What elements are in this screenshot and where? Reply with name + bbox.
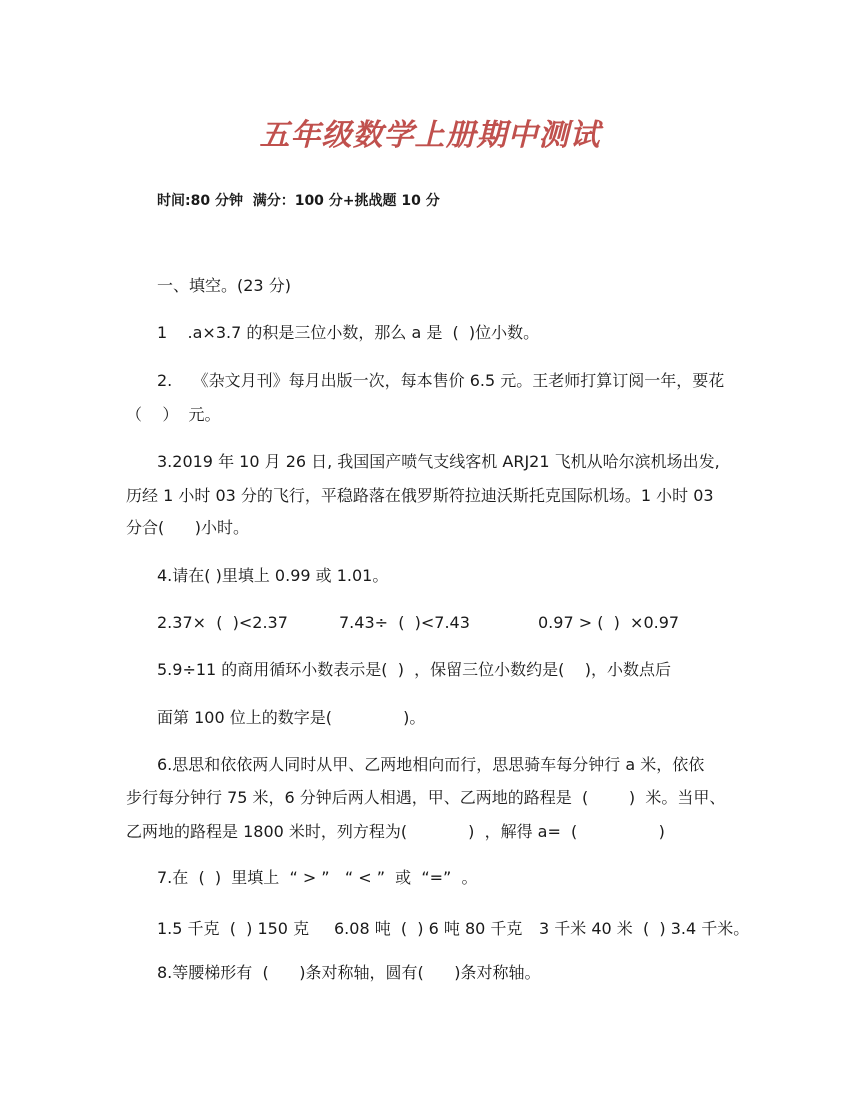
question-4-item-c: 0.97 > ( ) ×0.97 (538, 613, 680, 632)
page-title: 五年级数学上册期中测试 (259, 118, 601, 153)
question-7-item-c: 3 千米 40 米 ( ) 3.4 千米。 (539, 919, 750, 938)
question-4-item-a: 2.37× ( )<2.37 (157, 613, 288, 632)
question-3-line-1: 3.2019 年 10 月 26 日, 我国国产喷气支线客机 ARJ21 飞机从哈尔滨机场出发, (157, 452, 720, 471)
section-heading: 一、填空。(23 分) (157, 276, 291, 295)
question-4: 4.请在( )里填上 0.99 或 1.01。 (157, 566, 389, 585)
question-3-line-3: 分合( )小时。 (126, 518, 250, 537)
question-3-line-2: 历经 1 小时 03 分的飞行，平稳路落在俄罗斯符拉迪沃斯托克国际机场。1 小时 03 (126, 486, 714, 505)
question-6-line-3: 乙两地的路程是 1800 米时，列方程为( ) ，解得 a= ( ) (126, 822, 665, 841)
question-7-item-b: 6.08 吨 ( ) 6 吨 80 千克 (334, 919, 523, 938)
question-6-line-1: 6.思思和依依两人同时从甲、乙两地相向而行，思思骑车每分钟行 a 米，依依 (157, 755, 705, 774)
question-8: 8.等腰梯形有 ( )条对称轴，圆有( )条对称轴。 (157, 963, 541, 982)
question-1: 1 .a×3.7 的积是三位小数，那么 a 是 ( )位小数。 (157, 323, 540, 342)
question-4-item-b: 7.43÷ ( )<7.43 (339, 613, 470, 632)
question-6-line-2: 步行每分钟行 75 米，6 分钟后两人相遇，甲、乙两地的路程是 ( ) 米。当甲、 (126, 788, 726, 807)
question-2-line-1: 2. 《杂文月刊》每月出版一次，每本售价 6.5 元。王老师打算订阅一年，要花 (157, 371, 725, 390)
exam-info: 时间:80 分钟 满分：100 分+挑战题 10 分 (157, 193, 440, 209)
question-5-line-1: 5.9÷11 的商用循环小数表示是( ) ，保留三位小数约是( )，小数点后 (157, 660, 671, 679)
question-7: 7.在 ( ) 里填上 “ > ” “ < ” 或 “=” 。 (157, 868, 478, 887)
question-2-line-2: （ ） 元。 (126, 405, 221, 424)
question-5-line-2: 面第 100 位上的数字是( )。 (157, 708, 426, 727)
question-7-item-a: 1.5 千克 ( ) 150 克 (157, 919, 310, 938)
